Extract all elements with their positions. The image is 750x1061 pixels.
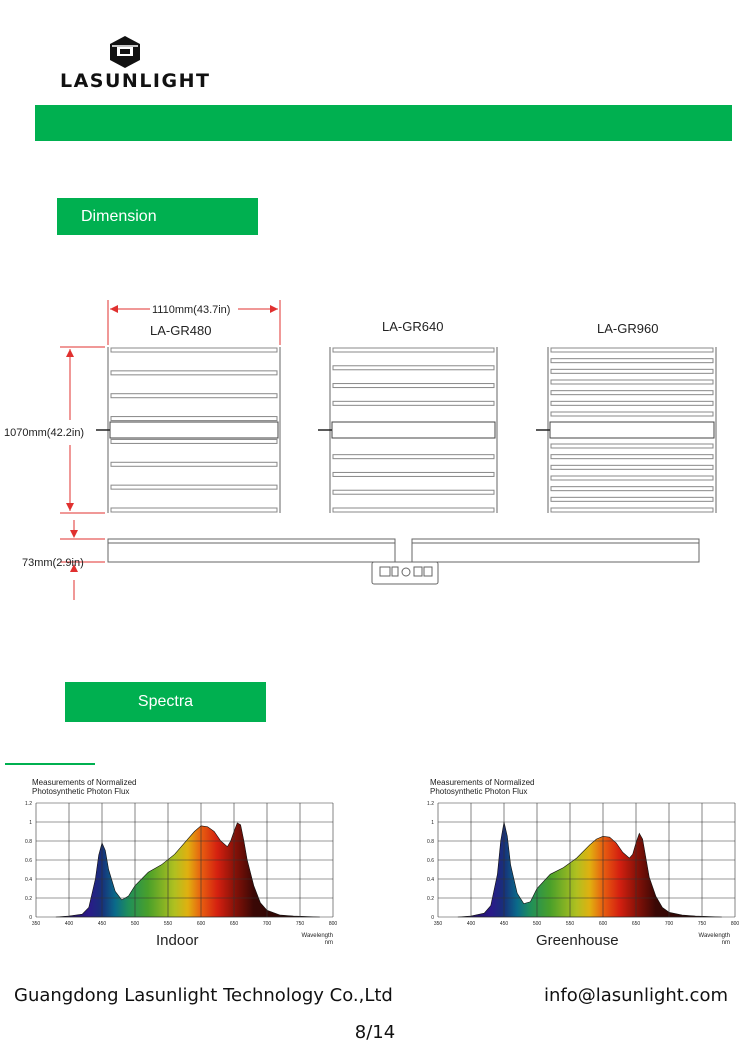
light-bar (551, 412, 713, 416)
x-tick-label: 500 (130, 921, 140, 927)
x-tick-label: 350 (31, 921, 41, 927)
light-bar (551, 497, 713, 501)
depth-label: 73mm(2.9in) (22, 557, 84, 569)
light-bar (333, 472, 494, 476)
light-bar (111, 417, 277, 421)
indoor-spectrum-chart (8, 760, 338, 960)
height-label: 1070mm(42.2in) (4, 427, 85, 439)
x-tick-label: 500 (532, 921, 542, 927)
page-number: 8/14 (354, 1022, 396, 1043)
light-bar (111, 371, 277, 375)
y-tick-label: 0.4 (427, 877, 434, 883)
greenhouse-spectrum-chart (410, 760, 740, 960)
section-tab-dimension: Dimension (57, 198, 258, 235)
y-tick-label: 0.2 (427, 896, 434, 902)
x-tick-label: 350 (433, 921, 443, 927)
header-bar (35, 105, 732, 141)
fixture-driver-rail (110, 422, 278, 438)
chart-caption: Indoor (156, 932, 199, 949)
y-tick-label: 1 (29, 820, 32, 826)
x-tick-label: 650 (229, 921, 239, 927)
light-bar (551, 476, 713, 480)
section-tab-spectra: Spectra (65, 682, 266, 722)
spectrum-area (458, 822, 722, 917)
y-tick-label: 0.8 (25, 839, 32, 845)
y-tick-label: 0 (29, 915, 32, 921)
chart-caption: Greenhouse (536, 932, 619, 949)
y-tick-label: 0.4 (25, 877, 32, 883)
light-bar (551, 455, 713, 459)
x-tick-label: 800 (328, 921, 338, 927)
chart-title: Measurements of Normalized Photosynthetic Photon Flux (32, 778, 137, 796)
light-bar (551, 508, 713, 512)
x-tick-label: 400 (64, 921, 74, 927)
light-bar (551, 487, 713, 491)
light-bar (333, 455, 494, 459)
fixture-driver-rail (550, 422, 714, 438)
y-tick-label: 0.6 (25, 858, 32, 864)
light-bar (333, 508, 494, 512)
spectrum-area (56, 823, 320, 917)
light-bar (551, 369, 713, 373)
x-tick-label: 650 (631, 921, 641, 927)
y-tick-label: 0.6 (427, 858, 434, 864)
light-bar (111, 508, 277, 512)
light-bar (551, 465, 713, 469)
x-tick-label: 600 (196, 921, 206, 927)
light-bar (111, 394, 277, 398)
x-axis-label: Wavelength nm (698, 933, 730, 946)
x-tick-label: 550 (163, 921, 173, 927)
light-bar (333, 366, 494, 370)
light-bar (333, 401, 494, 405)
model-label-gr480: LA-GR480 (150, 323, 212, 338)
x-axis-label: Wavelength nm (301, 933, 333, 946)
light-bar (333, 384, 494, 388)
chart-title: Measurements of Normalized Photosynthetic Photon Flux (430, 778, 535, 796)
light-bar (111, 348, 277, 352)
x-tick-label: 400 (466, 921, 476, 927)
brand-name: LASUNLIGHT (60, 70, 211, 92)
footer-email[interactable]: info@lasunlight.com (543, 985, 728, 1006)
light-bar (551, 359, 713, 363)
y-tick-label: 0.8 (427, 839, 434, 845)
fixture-driver-rail (332, 422, 495, 438)
light-bar (111, 439, 277, 443)
light-bar (333, 348, 494, 352)
x-tick-label: 600 (598, 921, 608, 927)
light-bar (111, 485, 277, 489)
light-bar (551, 401, 713, 405)
light-bar (333, 490, 494, 494)
width-label: 1110mm(43.7in) (152, 304, 231, 316)
x-tick-label: 550 (565, 921, 575, 927)
y-tick-label: 0 (431, 915, 434, 921)
x-tick-label: 700 (262, 921, 272, 927)
y-tick-label: 1.2 (25, 801, 32, 807)
x-tick-label: 700 (664, 921, 674, 927)
y-tick-label: 0.2 (25, 896, 32, 902)
dimension-drawing (0, 290, 750, 610)
model-label-gr640: LA-GR640 (382, 319, 444, 334)
x-tick-label: 750 (295, 921, 305, 927)
y-tick-label: 1.2 (427, 801, 434, 807)
light-bar (551, 391, 713, 395)
y-tick-label: 1 (431, 820, 434, 826)
light-bar (551, 444, 713, 448)
footer-company: Guangdong Lasunlight Technology Co.,Ltd (14, 985, 393, 1006)
light-bar (551, 348, 713, 352)
x-tick-label: 450 (499, 921, 509, 927)
x-tick-label: 750 (697, 921, 707, 927)
model-label-gr960: LA-GR960 (597, 321, 659, 336)
x-tick-label: 450 (97, 921, 107, 927)
light-bar (111, 462, 277, 466)
x-tick-label: 800 (730, 921, 740, 927)
light-bar (551, 380, 713, 384)
